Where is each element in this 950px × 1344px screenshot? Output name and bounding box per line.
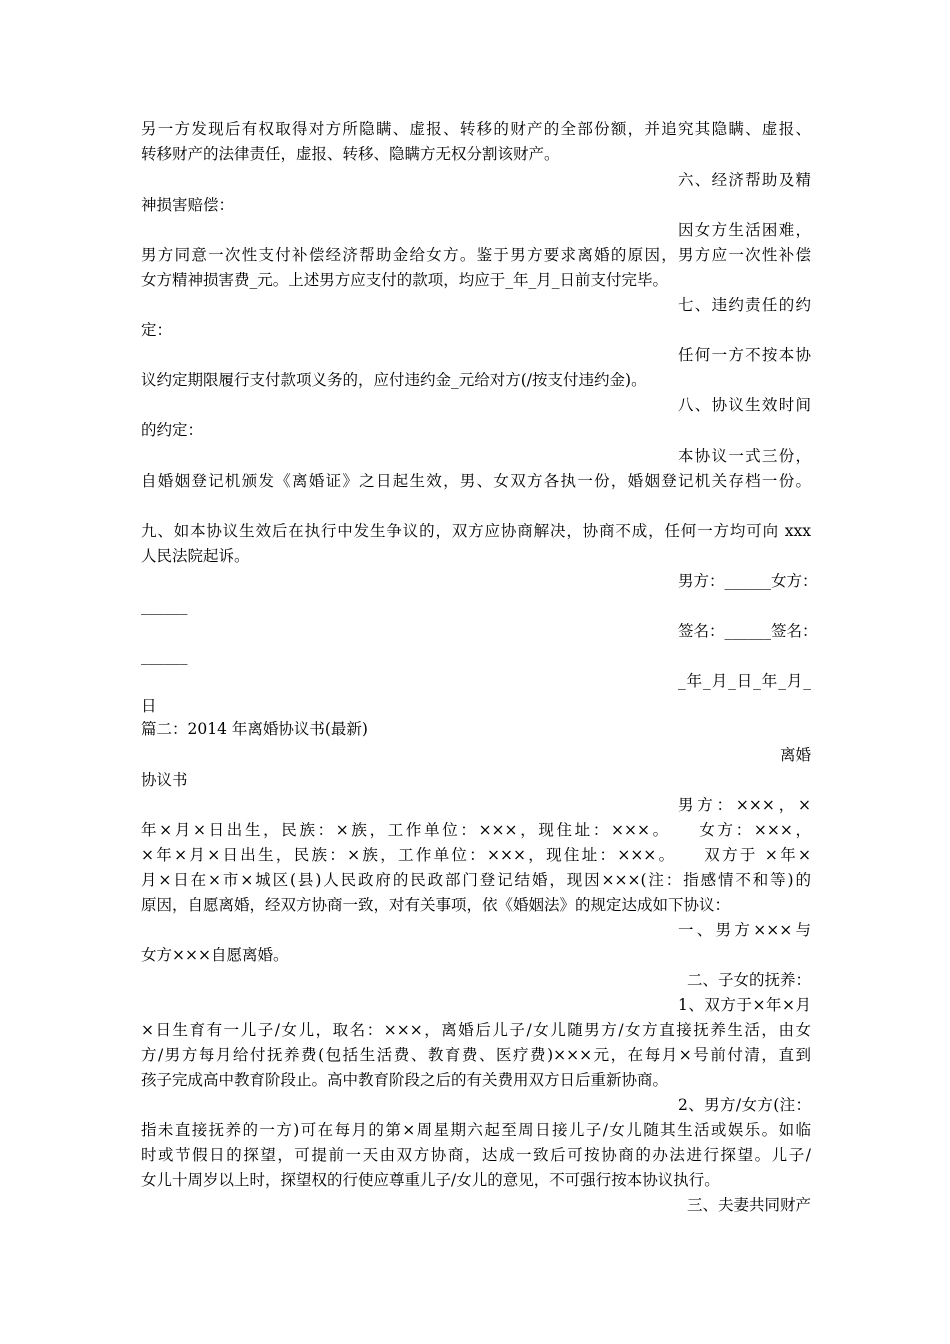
- paragraph-line: 定：: [141, 321, 173, 339]
- paragraph-line: 本协议一式三份，: [678, 447, 811, 465]
- paragraph-line: 的约定：: [141, 421, 204, 439]
- paragraph-line: 自婚姻登记机颁发《离婚证》之日起生效，男、女双方各执一份，婚姻登记机关存档一份。: [141, 472, 811, 490]
- paragraph-line: ×日生育有一儿子/女儿，取名：×××，离婚后儿子/女儿随男方/女方直接抚养生活，由女: [141, 1021, 811, 1039]
- paragraph-line: 女儿十周岁以上时，探望权的行使应尊重儿子/女儿的意见，不可强行按本协议执行。: [141, 1171, 720, 1189]
- paragraph-line: 1、双方于×年×月: [678, 996, 811, 1014]
- section-heading-three: 三、夫妻共同财产: [686, 1196, 811, 1214]
- paragraph-line: 人民法院起诉。: [141, 547, 250, 565]
- section-heading-two: 二、子女的抚养：: [686, 971, 811, 989]
- document-title-part2: 协议书: [141, 771, 188, 789]
- section-heading-eight: 八、协议生效时间: [678, 396, 811, 414]
- paragraph-line: 另一方发现后有权取得对方所隐瞒、虚报、转移的财产的全部份额，并追究其隐瞒、虚报、: [141, 120, 811, 138]
- paragraph-line: 原因，自愿离婚，经双方协商一致，对有关事项，依《婚姻法》的规定达成如下协议：: [141, 896, 731, 914]
- paragraph-line: ×年×月×日出生，民族：×族，工作单位：×××，现住址：×××。 双方于 ×年×: [141, 846, 811, 864]
- paragraph-line: 孩子完成高中教育阶段止。高中教育阶段之后的有关费用双方日后重新协商。: [141, 1071, 669, 1089]
- signature-blank: ______: [141, 597, 188, 615]
- chapter-two-title: 篇二：2014 年离婚协议书(最新): [141, 720, 368, 738]
- signature-line-sign: 签名：______签名：: [678, 622, 818, 640]
- document-title-part1: 离婚: [779, 746, 811, 764]
- section-heading-one: 一、男方×××与: [678, 921, 811, 939]
- paragraph-line: 月×日在×市×城区(县)人民政府的民政部门登记结婚，现因×××(注：指感情不和等)的: [141, 871, 811, 889]
- paragraph-line: 议约定期限履行支付款项义务的，应付违约金_元给对方(/按支付违约金)。: [141, 371, 647, 389]
- section-nine-line: 九、如本协议生效后在执行中发生争议的，双方应协商解决，协商不成，任何一方均可向 xxx: [141, 522, 811, 540]
- paragraph-line: 2、男方/女方(注：: [678, 1096, 811, 1114]
- paragraph-line: 男方同意一次性支付补偿经济帮助金给女方。鉴于男方要求离婚的原因，男方应一次性补偿: [141, 246, 811, 264]
- date-line: _年_月_日_年_月_: [678, 672, 811, 690]
- paragraph-line: 时或节假日的探望，可提前一天由双方协商，达成一致后可按协商的办法进行探望。儿子/: [141, 1146, 811, 1164]
- section-heading-seven: 七、违约责任的约: [678, 296, 811, 314]
- paragraph-line: 女方×××自愿离婚。: [141, 946, 289, 964]
- paragraph-line: 指未直接抚养的一方)可在每月的第×周星期六起至周日接儿子/女儿随其生活或娱乐。如临: [141, 1121, 811, 1139]
- paragraph-line: 年×月×日出生，民族：×族，工作单位：×××，现住址：×××。 女方：×××，: [141, 821, 811, 839]
- signature-blank: ______: [141, 647, 188, 665]
- paragraph-line: 因女方生活困难，: [678, 221, 811, 239]
- paragraph-line: 男方：×××，×: [678, 796, 811, 814]
- paragraph-line: 转移财产的法律责任，虚报、转移、隐瞒方无权分割该财产。: [141, 145, 560, 163]
- section-heading-six: 六、经济帮助及精: [678, 171, 811, 189]
- paragraph-line: 神损害赔偿：: [141, 196, 235, 214]
- paragraph-line: 方/男方每月给付抚养费(包括生活费、教育费、医疗费)×××元，在每月×号前付清，直到: [141, 1046, 811, 1064]
- paragraph-line: 女方精神损害费_元。上述男方应支付的款项，均应于_年_月_日前支付完毕。: [141, 271, 669, 289]
- date-line-end: 日: [141, 697, 157, 715]
- signature-line-male-female: 男方：______女方：: [678, 572, 818, 590]
- paragraph-line: 任何一方不按本协: [678, 346, 811, 364]
